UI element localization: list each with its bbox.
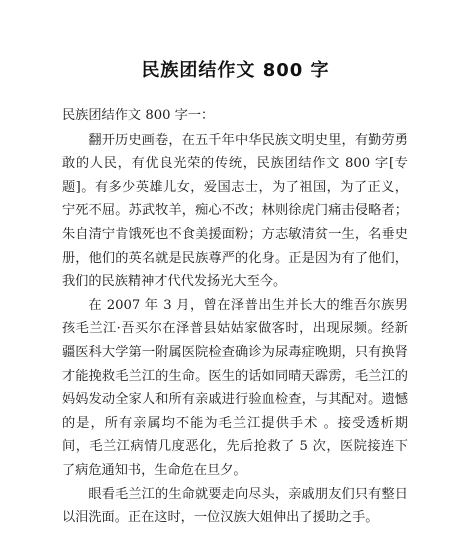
document-body [62, 104, 408, 530]
paragraph-3: 眼看毛兰江的生命就要走向尽头，亲戚朋友们只有整日以泪洗面。正在这时，一位汉族大姐伸出了援助之手。 [62, 486, 408, 526]
document-subtitle: 民族团结作文 800 字一： [62, 108, 215, 123]
document-title: 民族团结作文 800 字 [141, 60, 330, 81]
paragraph-1: 翻开历史画卷，在五千年中华民族文明史里，有勤劳勇敢的人民，有优良光荣的传统，民族团结作文 800 字[专题]。有多少英雄儿女，爱国志士，为了祖国，为了正义，宁死不屈。苏武牧羊，痴心不改；林则徐虎门痛击侵略者；朱自清宁肯饿死也不食美援面粉；方志敏清贫一生，名垂史册，他们的英名就是民族尊严的化身。正是因为有了他们，我们的民族精神才代代发扬光大至今。 [62, 132, 408, 290]
paragraph-2: 在 2007 年 3 月，曾在泽普出生并长大的维吾尔族男孩毛兰江·吾买尔在泽普县姑姑家做客时，出现尿频。经新疆医科大学第一附属医院检查确诊为尿毒症晚期，只有换肾才能挽救毛兰江的生命。医生的话如同晴天霹雳，毛兰江的妈妈发动全家人和所有亲戚进行验血检查，与其配对。遗憾的是，所有亲属均不能为毛兰江提供手术 。接受透析期间，毛兰江病情几度恶化，先后抢救了 5 次，医院接连下了病危通知书，生命危在旦夕。 [62, 297, 408, 478]
